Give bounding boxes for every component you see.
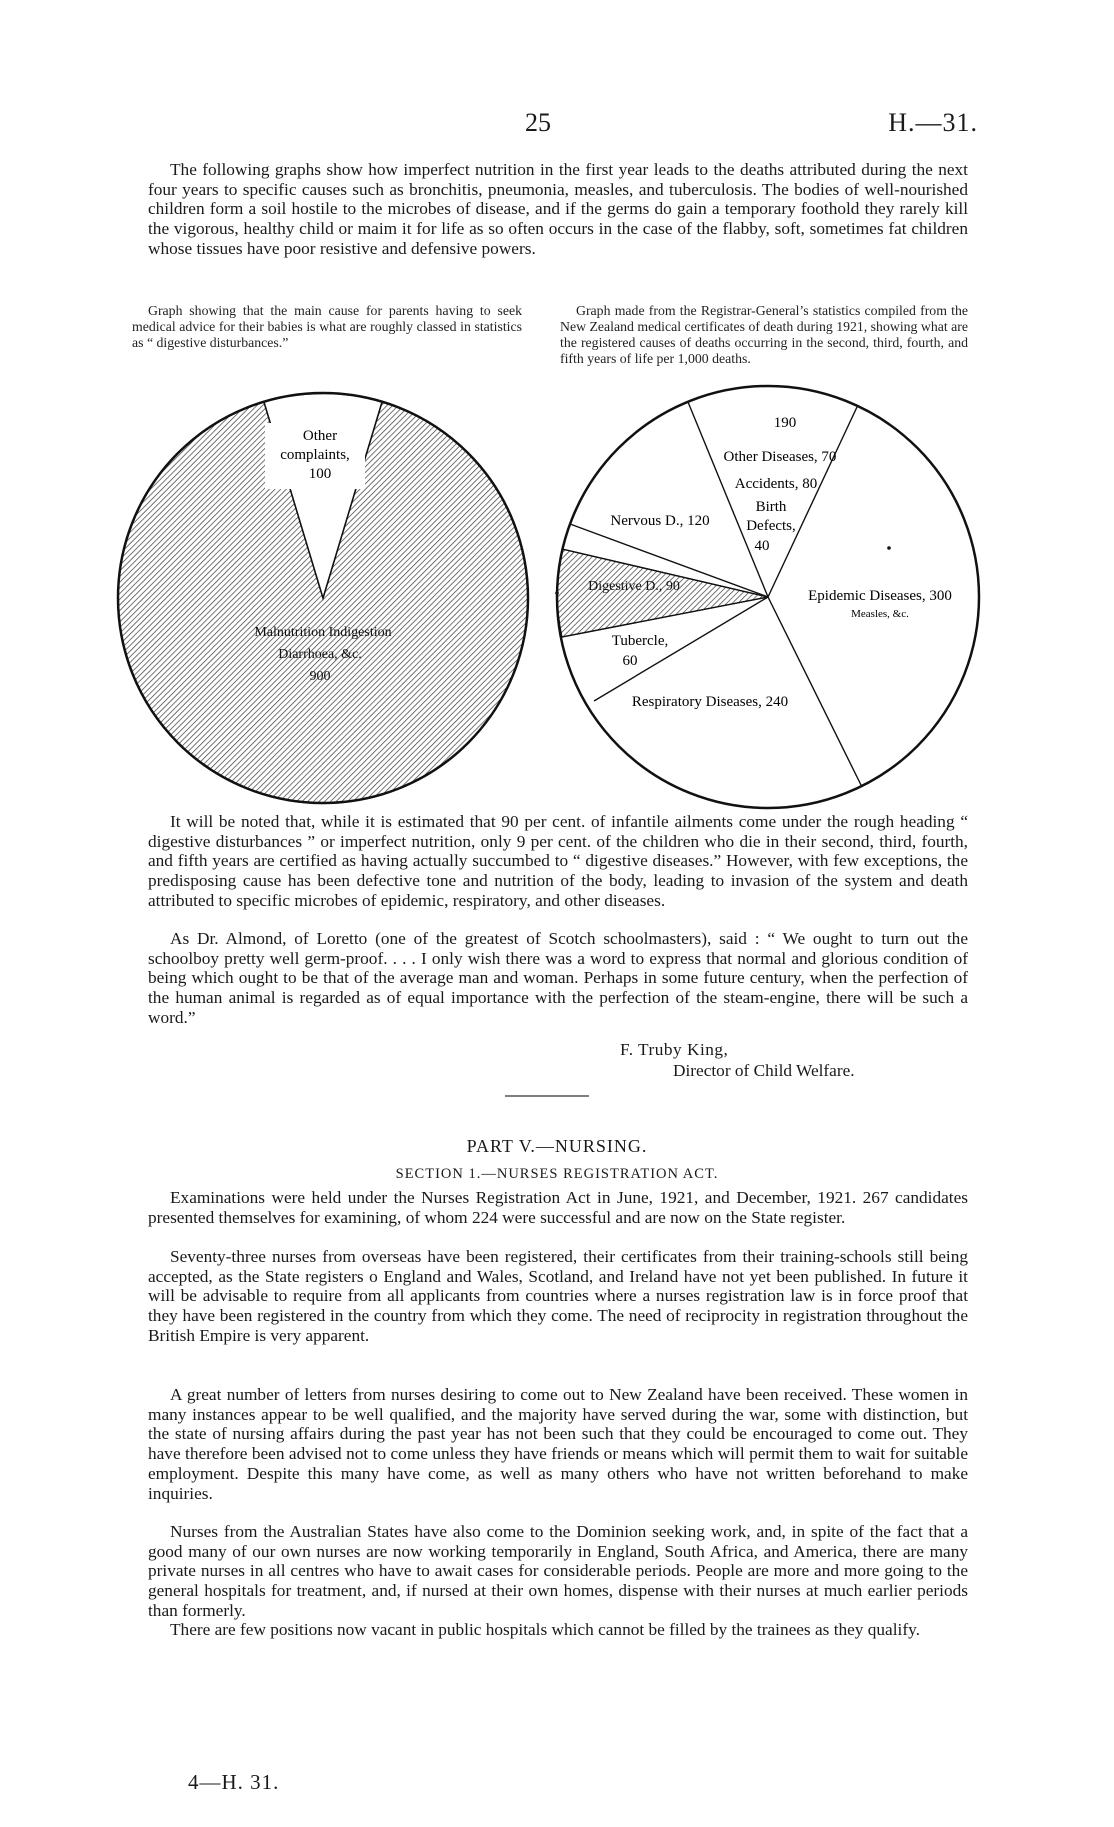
nursing-paragraph-3: A great number of letters from nurses desiring to come out to New Zealand have been received. These women in many instances appear to be well qualified, and the majority have served during the war, some with distinction, but the state of nursing affairs during the past year has not been such that they could be encouraged to come out. They have therefore been advised not to come unless they have friends or means which will permit them to wait for suitable employment. Despite this many have come, as well as many others who have not written beforehand to make inquiries.: [148, 1385, 968, 1503]
right-pie-chart: [555, 386, 979, 808]
chart-dot-right: [887, 546, 891, 550]
label-birth-line3: 40: [754, 538, 770, 554]
label-measles: Measles, &c.: [851, 608, 909, 620]
section-title: SECTION 1.—NURSES REGISTRATION ACT.: [395, 1166, 719, 1182]
label-nervous: Nervous D., 120: [610, 513, 710, 529]
nursing-paragraph-2: Seventy-three nurses from overseas have been registered, their certificates from their training-schools still being accepted, as the State registers o England and Wales, Scotland, and Ireland have not yet been published. In future it will be advisable to require from all applicants from countries where a nurses registration law is in force proof that they have been registered in the country from which they come. The need of reciprocity in registration throughout the British Empire is very apparent.: [148, 1247, 968, 1345]
left-pie-chart: [118, 393, 528, 803]
page-number: 25: [525, 108, 551, 137]
nursing-paragraph-1: Examinations were held under the Nurses Registration Act in June, 1921, and December, 1921. 267 candidates presented themselves for examining, of whom 224 were successful and are now on the State register.: [148, 1188, 968, 1227]
label-other-line2: complaints,: [280, 447, 350, 463]
part-title: PART V.—NURSING.: [466, 1136, 648, 1156]
label-birth-line1: Birth: [755, 499, 787, 515]
label-main-line1: Malnutrition Indigestion: [254, 625, 392, 640]
right-chart-caption: Graph made from the Registrar-General’s statistics compiled from the New Zealand medical certificates of death during 1921, showing what are the registered causes of deaths occurring in the second, third, fourth, and fifth years of life per 1,000 deaths.: [560, 303, 969, 366]
label-other-line3: 100: [308, 466, 332, 482]
footer-signature-mark: 4—H. 31.: [188, 1770, 280, 1794]
label-digestive: Digestive D., 90: [588, 579, 680, 594]
chart-dot-left: [555, 591, 559, 595]
label-accidents: Accidents, 80: [734, 476, 818, 492]
label-other-diseases: Other Diseases, 70: [723, 449, 837, 465]
label-epidemic: Epidemic Diseases, 300: [808, 588, 952, 604]
label-respiratory: Respiratory Diseases, 240: [631, 694, 789, 710]
pie-charts: [0, 0, 1114, 820]
nursing-paragraph-5: There are few positions now vacant in public hospitals which cannot be filled by the trainees as they qualify.: [170, 1620, 920, 1639]
label-tubercle-line1: Tubercle,: [611, 633, 669, 649]
label-main-line3: 900: [309, 669, 331, 684]
divider-respiratory: [768, 597, 861, 785]
signature-title: Director of Child Welfare.: [673, 1061, 855, 1080]
label-main-line2: Diarrhoea, &c.: [278, 647, 362, 662]
nursing-paragraph-4: Nurses from the Australian States have also come to the Dominion seeking work, and, in spite of the fact that a good many of our own nurses are now working temporarily in England, South Africa, and America, there are many private nurses in all centres who have to await cases for considerable periods. People are more and more going to the general hospitals for treatment, and, if nursed at their own homes, dispense with their nurses at much earlier periods than formerly.: [148, 1522, 968, 1620]
body-paragraph-2: As Dr. Almond, of Loretto (one of the greatest of Scotch schoolmasters), said : “ We ought to turn out the schoolboy pretty well germ-proof. . . . I only wish there was a word to express that normal and glorious condition of being which ought to be that of the average man and woman. Perhaps in some future century, when the perfection of the human animal is regarded as of equal importance with the perfection of the steam-engine, there will be such a word.”: [148, 929, 968, 1027]
label-190: 190: [773, 415, 797, 431]
signature-name: F. Truby King,: [620, 1040, 729, 1059]
label-other-line1: Other: [302, 428, 338, 444]
label-birth-line2: Defects,: [746, 518, 796, 534]
document-reference: H.—31.: [888, 108, 978, 137]
label-tubercle-line2: 60: [622, 653, 638, 669]
left-chart-caption: Graph showing that the main cause for parents having to seek medical advice for their babies is what are roughly classed in statistics as “ digestive disturbances.”: [132, 303, 522, 350]
body-paragraph-1: It will be noted that, while it is estimated that 90 per cent. of infantile ailments come under the rough heading “ digestive disturbances ” or imperfect nutrition, only 9 per cent. of the children who die in their second, third, fourth, and fifth years are certified as having actually succumbed to “ digestive diseases.” However, with few exceptions, the predisposing cause has been defective tone and nutrition of the body, leading to invasion of the system and death attributed to specific microbes of epidemic, respiratory, and other diseases.: [148, 812, 968, 910]
intro-paragraph: The following graphs show how imperfect nutrition in the first year leads to the deaths attributed during the next four years to specific causes such as bronchitis, pneumonia, measles, and tuberculosis. The bodies of well-nourished children form a soil hostile to the microbes of disease, and if the germs do gain a temporary foothold they rarely kill the vigorous, healthy child or maim it for life as so often occurs in the case of the flabby, soft, sometimes fat children whose tissues have poor resistive and defensive powers.: [148, 160, 968, 258]
